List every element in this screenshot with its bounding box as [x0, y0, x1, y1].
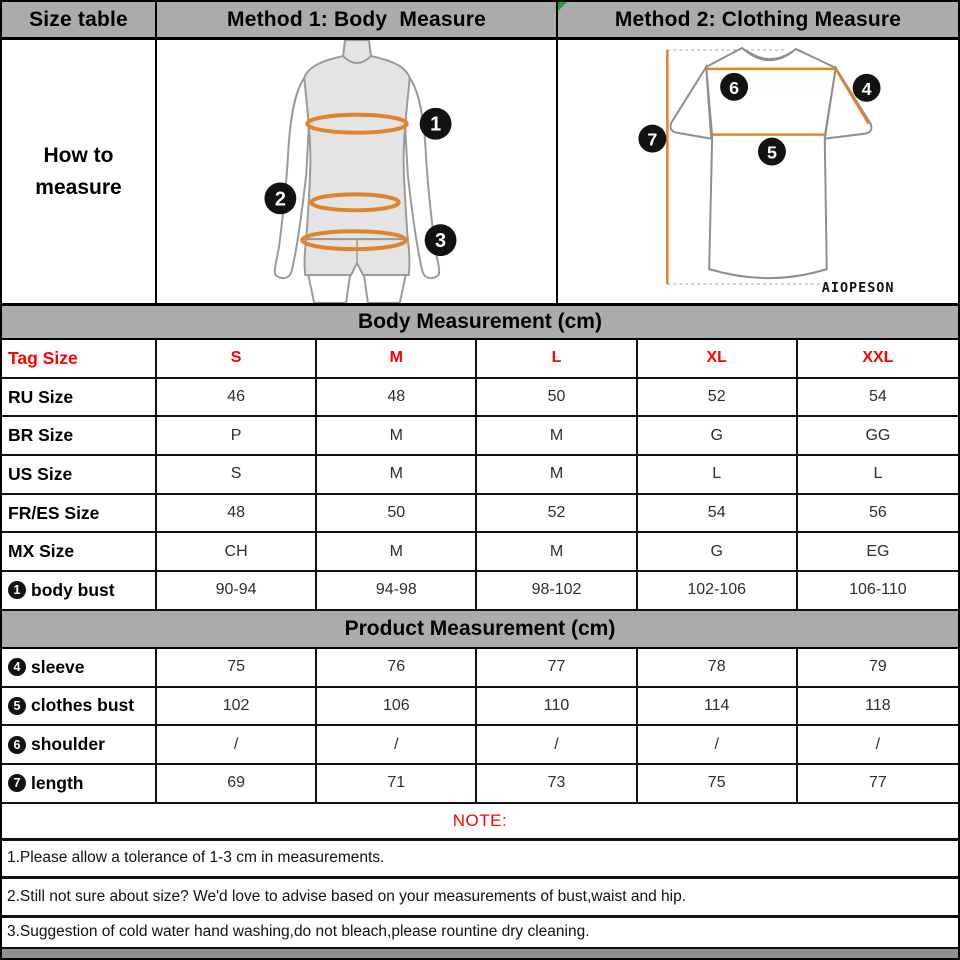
product-measurement-table — [2, 649, 958, 804]
tshirt-illustration — [558, 40, 958, 303]
row-label — [2, 456, 157, 493]
row-label — [2, 688, 157, 725]
row-label — [2, 495, 157, 532]
svg-text:4: 4 — [861, 78, 872, 99]
svg-text:1: 1 — [430, 113, 442, 136]
row-label-text: Tag Size — [8, 347, 78, 368]
cell-value: 102-106 — [638, 572, 798, 609]
body-measurement-header — [2, 306, 958, 340]
marker-2-icon — [264, 182, 296, 214]
row-label — [2, 649, 157, 686]
cell-value: G — [638, 533, 798, 570]
row-label — [2, 572, 157, 609]
cell-value: 78 — [638, 649, 798, 686]
row-label-text: FR/ES Size — [8, 502, 100, 523]
table-row — [2, 765, 958, 804]
cell-value: 50 — [317, 495, 477, 532]
cell-value: / — [317, 726, 477, 763]
table-row — [2, 417, 958, 456]
table-row — [2, 726, 958, 765]
row-label — [2, 726, 157, 763]
how-to-line1: How to — [43, 144, 114, 167]
illustration-row — [2, 40, 958, 306]
cell-value: 106 — [317, 688, 477, 725]
row-label — [2, 340, 157, 377]
cell-value: M — [317, 456, 477, 493]
row-marker-icon: 7 — [8, 774, 26, 792]
cell-value: 106-110 — [849, 581, 907, 599]
body-measurement-title: Body Measurement (cm) — [358, 310, 602, 333]
method2-label: Method 2: Clothing Measure — [614, 7, 902, 31]
cell-value: GG — [865, 426, 891, 444]
cell-value: M — [317, 533, 477, 570]
cell-value: 56 — [868, 504, 887, 522]
cell-value: 76 — [317, 649, 477, 686]
note-title — [2, 804, 958, 841]
bottom-gray-bar — [2, 949, 958, 958]
cell-value: 118 — [865, 696, 891, 714]
svg-text:7: 7 — [647, 129, 658, 150]
cell-value: 46 — [157, 379, 317, 416]
cell-value: 98-102 — [477, 572, 637, 609]
row-label — [2, 533, 157, 570]
cell-value: 75 — [638, 765, 798, 802]
svg-text:6: 6 — [729, 77, 740, 98]
cell-value: 77 — [477, 649, 637, 686]
cell-value: 102 — [157, 688, 317, 725]
method2-header — [558, 2, 958, 37]
row-label-text: US Size — [8, 463, 73, 484]
svg-text:2: 2 — [274, 188, 286, 211]
cell-value: 79 — [868, 658, 887, 676]
method1-header — [157, 2, 558, 37]
cell-value: M — [477, 417, 637, 454]
table-row — [2, 649, 958, 688]
cell-value: / — [638, 726, 798, 763]
cell-value: P — [157, 417, 317, 454]
marker-1-icon — [420, 108, 452, 140]
cell-value: CH — [157, 533, 317, 570]
row-label — [2, 379, 157, 416]
marker-3-icon — [425, 224, 457, 256]
cell-value: M — [317, 417, 477, 454]
marker-7-icon — [638, 125, 666, 153]
cell-value: / — [477, 726, 637, 763]
cell-value: L — [638, 456, 798, 493]
cell-value: 73 — [477, 765, 637, 802]
cell-value: / — [875, 735, 881, 753]
row-label-text: MX Size — [8, 541, 75, 562]
cell-value: XL — [638, 340, 798, 377]
brand-text: AIOPESON — [821, 281, 895, 297]
row-label-text: RU Size — [8, 386, 74, 407]
svg-text:3: 3 — [435, 230, 447, 253]
note-item: 1.Please allow a tolerance of 1-3 cm in measurements. — [2, 841, 958, 880]
cell-value: 54 — [638, 495, 798, 532]
cell-value: 75 — [157, 649, 317, 686]
svg-text:5: 5 — [766, 142, 777, 163]
cell-value: L — [477, 340, 637, 377]
cell-value: L — [873, 465, 883, 483]
size-table-label: Size table — [29, 7, 128, 31]
body-left-leg — [308, 275, 350, 303]
row-label-text: BR Size — [8, 425, 74, 446]
table-row — [2, 456, 958, 495]
how-to-line2: measure — [35, 175, 122, 199]
marker-5-icon — [758, 138, 786, 166]
row-label — [2, 765, 157, 802]
table-row — [2, 340, 958, 379]
cell-value: 114 — [638, 688, 798, 725]
cell-value: EG — [866, 542, 890, 560]
cell-value: 50 — [477, 379, 637, 416]
body-measurement-table — [2, 340, 958, 611]
cell-value: 69 — [157, 765, 317, 802]
method1-label: Method 1: Body Measure — [227, 7, 486, 31]
cell-value: 71 — [317, 765, 477, 802]
cell-value: 52 — [638, 379, 798, 416]
cell-value: M — [477, 533, 637, 570]
product-measurement-title: Product Measurement (cm) — [344, 616, 616, 640]
body-illustration-cell — [157, 40, 558, 303]
marker-6-icon — [720, 73, 748, 101]
cell-value: 54 — [868, 388, 887, 406]
table-row — [2, 533, 958, 572]
size-table-header — [2, 2, 157, 37]
shirt-left-sleeve — [671, 67, 712, 139]
row-label-text: length — [31, 772, 84, 793]
cell-value: 94-98 — [317, 572, 477, 609]
cell-value: 110 — [477, 688, 637, 725]
table-row — [2, 495, 958, 534]
row-marker-icon: 1 — [8, 581, 26, 599]
row-label — [2, 417, 157, 454]
how-to-measure-cell — [2, 40, 157, 303]
product-measurement-header — [2, 611, 958, 649]
marker-4-icon — [853, 74, 881, 102]
row-marker-icon: 4 — [8, 658, 26, 676]
row-marker-icon: 5 — [8, 697, 26, 715]
table-row — [2, 688, 958, 727]
table-row — [2, 572, 958, 611]
row-label-text: body bust — [31, 579, 115, 600]
notes-list — [2, 841, 958, 949]
body-right-leg — [364, 275, 406, 303]
shirt-illustration-cell — [558, 40, 958, 303]
note-item: 3.Suggestion of cold water hand washing,do not bleach,please rountine dry cleaning. — [2, 918, 958, 949]
cell-value: / — [157, 726, 317, 763]
body-figure-illustration — [157, 40, 556, 303]
cell-value: S — [157, 340, 317, 377]
green-corner-marker-icon — [558, 2, 567, 11]
cell-value: 90-94 — [157, 572, 317, 609]
cell-value: 77 — [868, 774, 887, 792]
row-marker-icon: 6 — [8, 736, 26, 754]
note-item: 2.Still not sure about size? We'd love to advise based on your measurements of bust,waist and hip. — [2, 879, 958, 918]
note-title-label: NOTE: — [452, 810, 508, 830]
cell-value: XXL — [862, 349, 894, 367]
row-label-text: shoulder — [31, 734, 105, 755]
table-row — [2, 379, 958, 418]
cell-value: M — [477, 456, 637, 493]
cell-value: 52 — [477, 495, 637, 532]
row-label-text: clothes bust — [31, 695, 135, 716]
cell-value: 48 — [317, 379, 477, 416]
cell-value: S — [157, 456, 317, 493]
cell-value: G — [638, 417, 798, 454]
row-label-text: sleeve — [31, 656, 85, 677]
cell-value: M — [317, 340, 477, 377]
top-header-row — [2, 2, 958, 40]
cell-value: 48 — [157, 495, 317, 532]
